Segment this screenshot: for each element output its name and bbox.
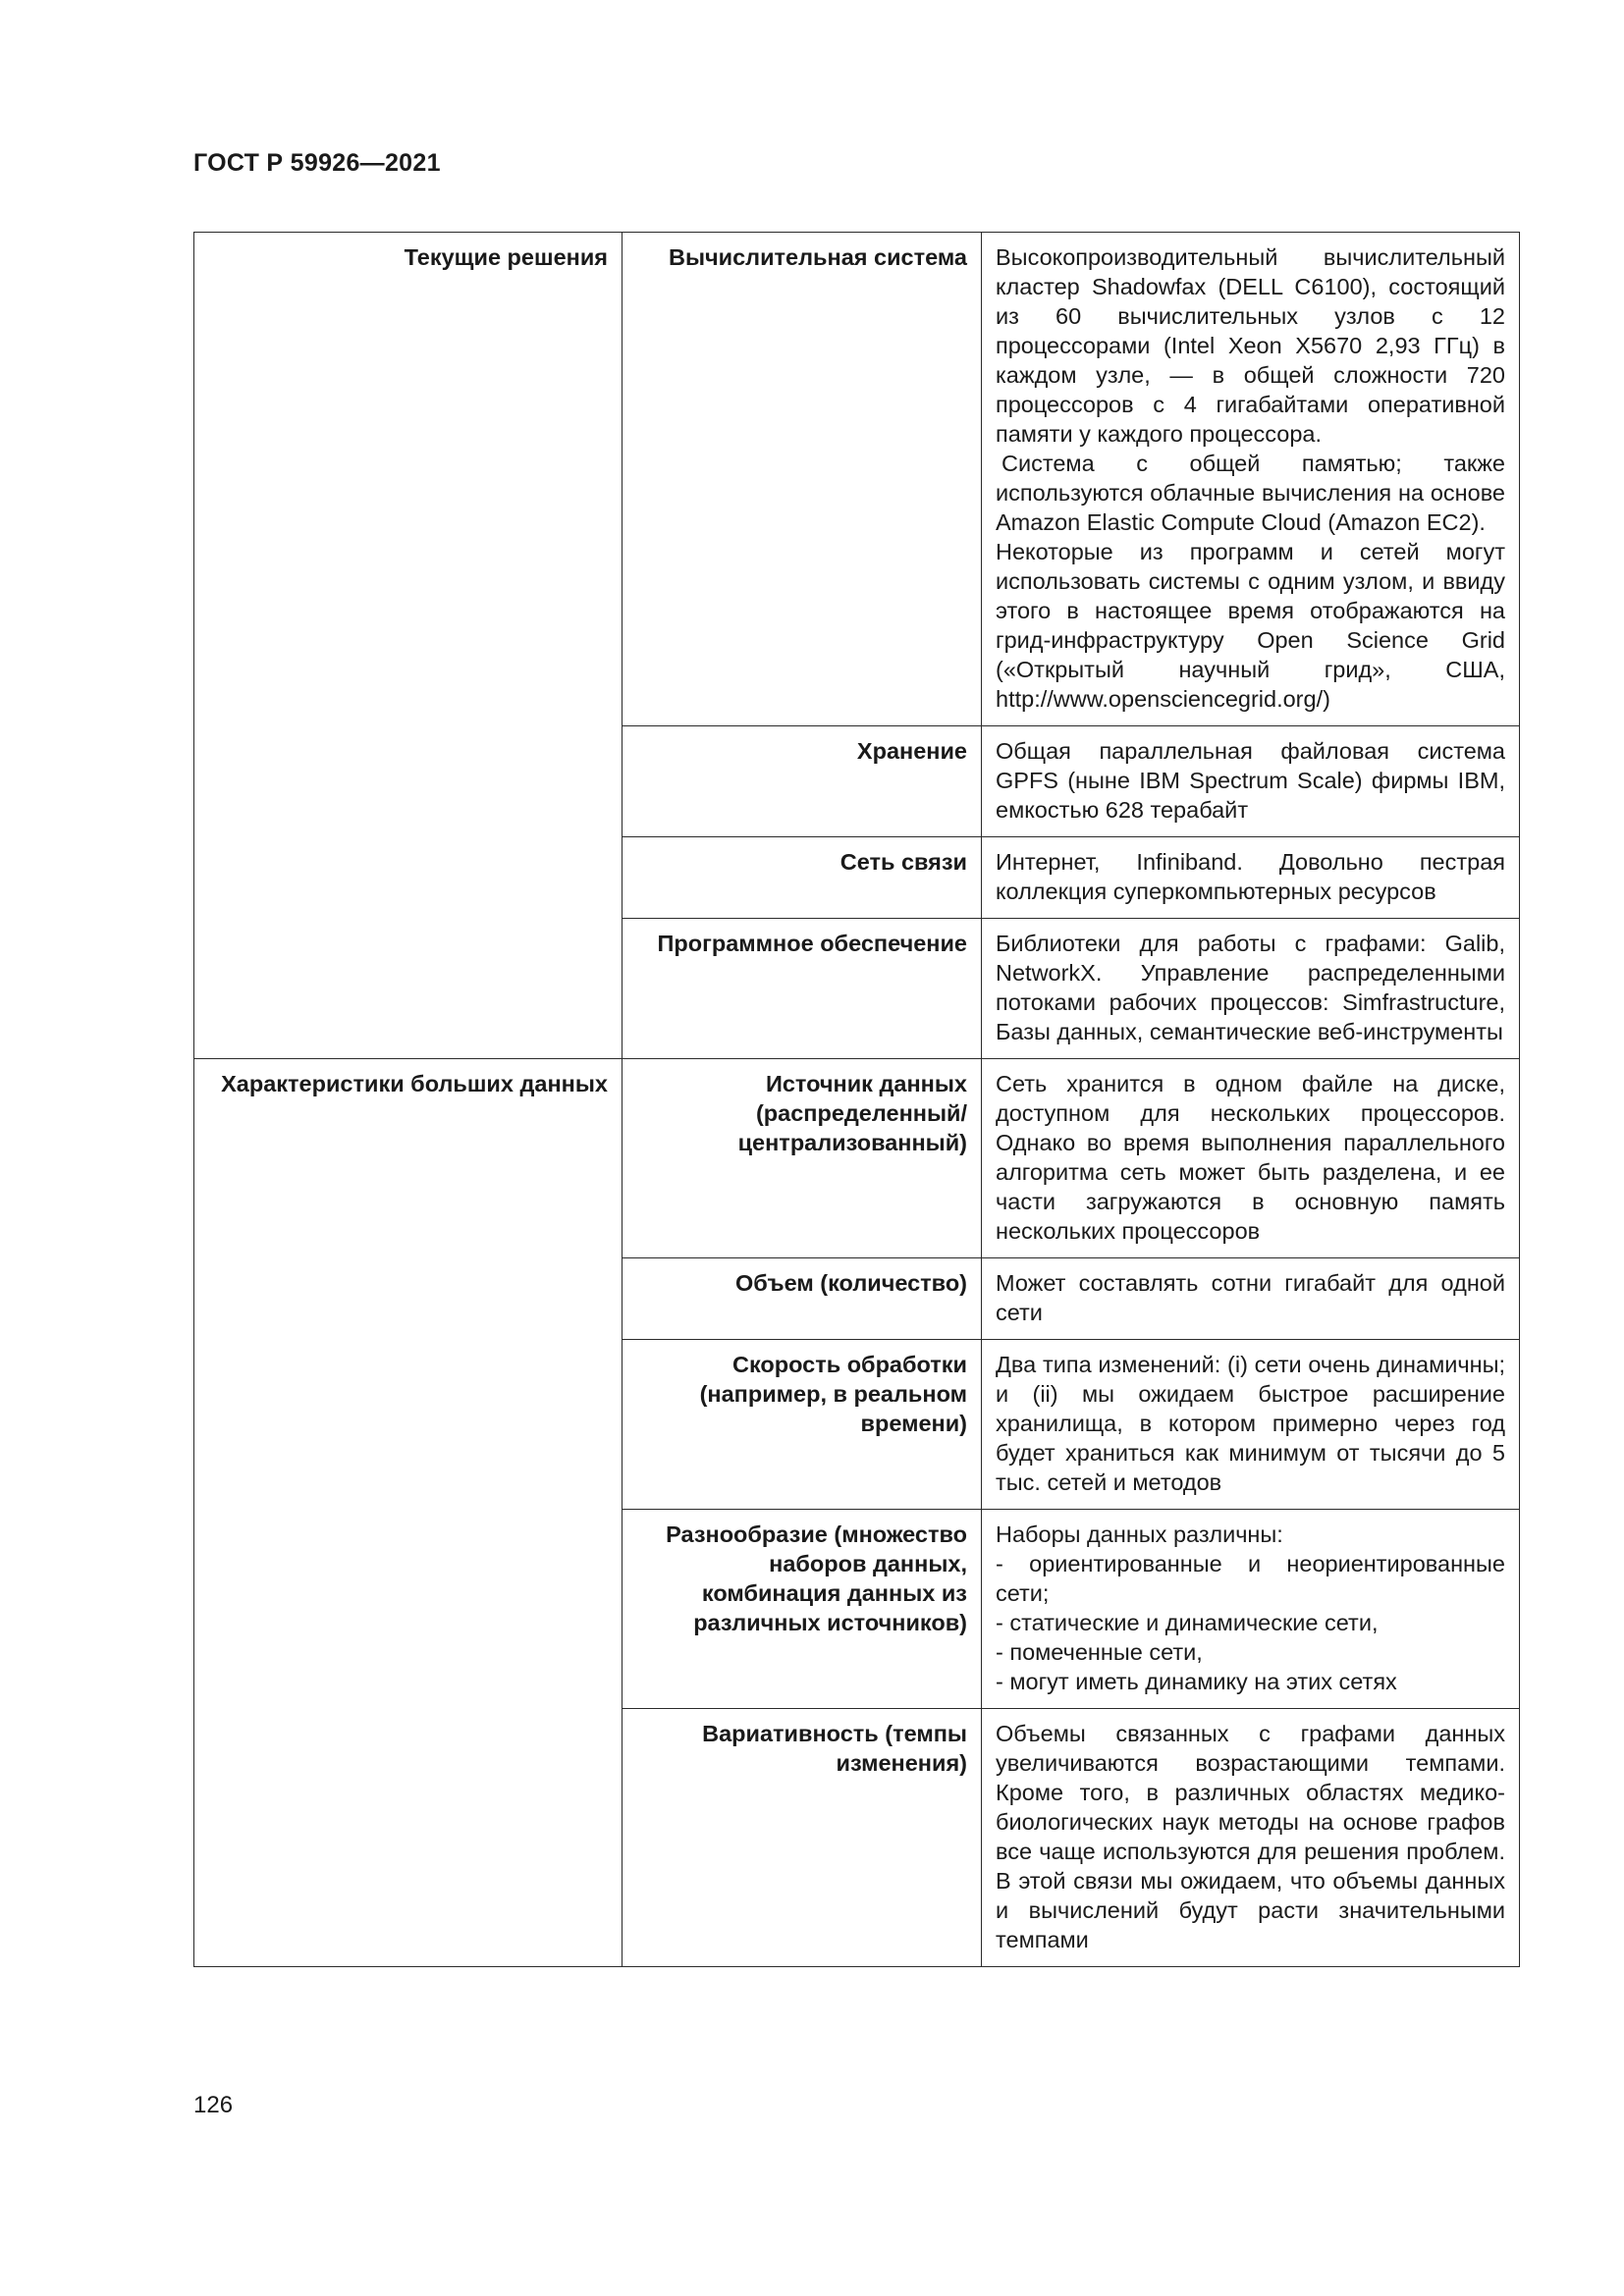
value-text: Высокопроизводительный вычислительный кластер Shadowfax (DELL C6100), состоящий из 60 вычислительных узлов с 12 процессорами (Intel Xeon X5670 2,93 ГГц) в каждом узле, — в общей сложности 720 процессоров с 4 гигабайтами оперативной памяти у каждого процессора.: [996, 244, 1505, 447]
value-text: Может составлять сотни гигабайт для одной сети: [996, 1270, 1505, 1325]
group-title: Характеристики больших данных: [221, 1071, 608, 1096]
value-text: - статические и динамические сети,: [996, 1610, 1379, 1635]
value-text: Интернет, Infiniband. Довольно пестрая коллекция суперкомпьютерных ресурсов: [996, 849, 1505, 904]
value-cell: [982, 726, 1520, 837]
value-cell: [982, 1709, 1520, 1967]
group-title: Текущие решения: [404, 244, 608, 270]
value-text: Общая параллельная файловая система GPFS (ныне IBM Spectrum Scale) фирмы IBM, емкостью 628 терабайт: [996, 738, 1505, 823]
param-label: Источник данных (распределенный/централизованный): [737, 1071, 967, 1155]
group-label: [194, 1059, 623, 1967]
value-cell: [982, 1059, 1520, 1258]
value-text: - могут иметь динамику на этих сетях: [996, 1669, 1397, 1694]
value-cell: [982, 1258, 1520, 1340]
page-number: 126: [193, 2092, 234, 2118]
table-row: [194, 1059, 1520, 1258]
value-text: - ориентированные и неориентированные сети;: [996, 1551, 1505, 1606]
param-label: Сеть связи: [839, 849, 967, 875]
value-text: Наборы данных различны:: [996, 1522, 1283, 1547]
value-cell: [982, 919, 1520, 1059]
param-cell: [623, 1258, 982, 1340]
param-cell: [623, 1709, 982, 1967]
param-cell: [623, 1340, 982, 1510]
param-cell: [623, 1059, 982, 1258]
param-cell: [623, 919, 982, 1059]
param-label: Вычислительная система: [668, 244, 967, 270]
value-text: Некоторые из программ и сетей могут использовать системы с одним узлом, и ввиду этого в настоящее время отображаются на грид-инфраструктуру Open Science Grid («Открытый научный грид», США, http://www.opensciencegrid.org/): [996, 539, 1505, 712]
document-header: ГОСТ Р 59926—2021: [193, 149, 441, 177]
table-row: [194, 233, 1520, 726]
value-cell: [982, 1340, 1520, 1510]
value-text: Библиотеки для работы с графами: Galib, NetworkX. Управление распределенными потоками рабочих процессов: Simfrastructure, Базы данных, семантические веб-инструменты: [996, 931, 1505, 1044]
value-text: Сеть хранится в одном файле на диске, доступном для нескольких процессоров. Однако во время выполнения параллельного алгоритма сеть может быть разделена, и ее части загружаются в основную память нескольких процессоров: [996, 1071, 1505, 1244]
value-text: Система с общей памятью; также используются облачные вычисления на основе Amazon Elastic Compute Cloud (Amazon EC2).: [996, 451, 1505, 535]
param-label: Хранение: [856, 738, 967, 764]
param-label: Вариативность (темпы изменения): [702, 1721, 967, 1776]
value-text: - помеченные сети,: [996, 1639, 1203, 1665]
param-label: Объем (количество): [734, 1270, 967, 1296]
param-cell: [623, 726, 982, 837]
value-cell: [982, 233, 1520, 726]
value-text: Объемы связанных с графами данных увеличиваются возрастающими темпами. Кроме того, в различных областях медико-биологических наук методы на основе графов все чаще используются для решения проблем. В этой связи мы ожидаем, что объемы данных и вычислений будут расти значительными темпами: [996, 1721, 1505, 1952]
value-text: Два типа изменений: (i) сети очень динамичны; и (ii) мы ожидаем быстрое расширение хранилища, в котором примерно через год будет храниться как минимум от тысячи до 5 тыс. сетей и методов: [996, 1352, 1505, 1495]
param-label: Разнообразие (множество наборов данных, комбинация данных из различных источников): [666, 1522, 967, 1635]
param-label: Программное обеспечение: [657, 931, 967, 956]
param-cell: [623, 233, 982, 726]
param-label: Скорость обработки (например, в реальном времени): [699, 1352, 967, 1436]
param-cell: [623, 837, 982, 919]
value-cell: [982, 1510, 1520, 1709]
value-cell: [982, 837, 1520, 919]
group-label: [194, 233, 623, 1059]
param-cell: [623, 1510, 982, 1709]
characteristics-table: [193, 232, 1520, 1967]
